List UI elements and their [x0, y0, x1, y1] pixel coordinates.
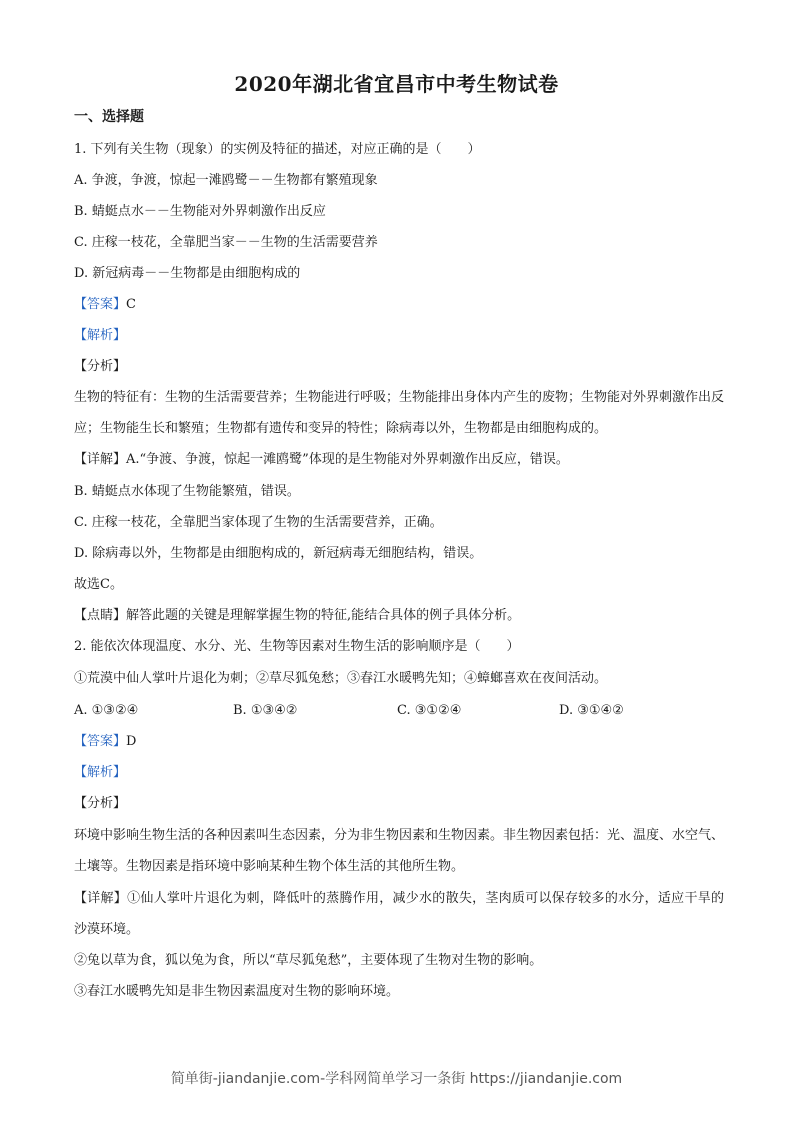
q2-xiangjie-2: ②兔以草为食，狐以兔为食，所以“草尽狐兔愁”，主要体现了生物对生物的影响。	[74, 953, 543, 968]
q1-option-a: A. 争渡，争渡，惊起一滩鸥鹭－－生物都有繁殖现象	[74, 173, 378, 188]
q1-fenxi-tag: 【分析】	[74, 359, 127, 374]
q1-fenxi-text: 生物的特征有：生物的生活需要营养；生物能进行呼吸；生物能排出身体内产生的废物；生物能对外界刺激作出反应；生物能生长和繁殖；生物都有遗传和变异的特性；除病毒以外，生物都是由细胞构成的。	[74, 390, 725, 436]
dianjing-text: 解答此题的关键是理解掌握生物的特征,能结合具体的例子具体分析。	[126, 608, 521, 623]
q1-option-d: D. 新冠病毒－－生物都是由细胞构成的	[74, 266, 301, 281]
q2-xiangjie-1	[74, 883, 724, 945]
xiangjie-text: ①仙人掌叶片退化为刺，降低叶的蒸腾作用，减少水的散失，茎肉质可以保存较多的水分，适应干旱的沙漠环境。	[74, 891, 724, 937]
q2-xiangjie-3: ③春江水暖鸭先知是非生物因素温度对生物的影响环境。	[74, 984, 400, 999]
q1-xiangjie-d: D. 除病毒以外，生物都是由细胞构成的，新冠病毒无细胞结构，错误。	[74, 546, 483, 561]
q1-guxuan: 故选C。	[74, 577, 123, 592]
footer-watermark: 简单街-jiandanjie.com-学科网简单学习一条街 https://jiandanjie.com	[170, 1071, 623, 1087]
q1-option-c: C. 庄稼一枝花，全靠肥当家－－生物的生活需要营养	[74, 235, 378, 250]
xiangjie-tag: 【详解】	[74, 452, 127, 467]
answer-tag: 【答案】	[74, 734, 127, 749]
q2-fenxi-tag: 【分析】	[74, 796, 127, 811]
q1-stem: 1. 下列有关生物（现象）的实例及特征的描述，对应正确的是（ ）	[74, 142, 481, 157]
q2-option-a: A. ①③②④	[74, 703, 139, 718]
xiangjie-text: A.“争渡、争渡，惊起一滩鸥鹭”体现的是生物能对外界刺激作出反应，错误。	[126, 452, 569, 467]
answer-value: D	[126, 734, 137, 749]
q1-dianjing	[74, 607, 520, 625]
answer-value: C	[126, 297, 136, 312]
q2-option-c: C. ③①②④	[397, 703, 462, 718]
answer-tag: 【答案】	[74, 297, 127, 312]
q1-xiangjie-c: C. 庄稼一枝花，全靠肥当家体现了生物的生活需要营养，正确。	[74, 515, 443, 530]
q2-option-b: B. ①③④②	[233, 703, 298, 718]
q2-items: ①荒漠中仙人掌叶片退化为刺；②草尽狐兔愁；③春江水暖鸭先知；④蟑螂喜欢在夜间活动。	[74, 671, 608, 686]
q2-option-d: D. ③①④②	[559, 703, 624, 718]
section-heading: 一、选择题	[74, 109, 144, 125]
q1-jiexi-tag: 【解析】	[74, 328, 127, 343]
q1-answer	[74, 296, 136, 314]
q1-option-b: B. 蜻蜓点水－－生物能对外界刺激作出反应	[74, 204, 326, 219]
dianjing-tag: 【点睛】	[74, 608, 127, 623]
xiangjie-tag: 【详解】	[74, 891, 128, 906]
q2-stem: 2. 能依次体现温度、水分、光、生物等因素对生物生活的影响顺序是（ ）	[74, 639, 520, 654]
q2-answer	[74, 733, 136, 751]
q1-xiangjie-b: B. 蜻蜓点水体现了生物能繁殖，错误。	[74, 484, 300, 499]
q2-fenxi-text: 环境中影响生物生活的各种因素叫生态因素，分为非生物因素和生物因素。非生物因素包括：光、温度、水空气、土壤等。生物因素是指环境中影响某种生物个体生活的其他所生物。	[74, 828, 725, 874]
q2-jiexi-tag: 【解析】	[74, 765, 127, 780]
page-title: 2020年湖北省宜昌市中考生物试卷	[234, 72, 559, 96]
q1-xiangjie-a	[74, 451, 569, 469]
